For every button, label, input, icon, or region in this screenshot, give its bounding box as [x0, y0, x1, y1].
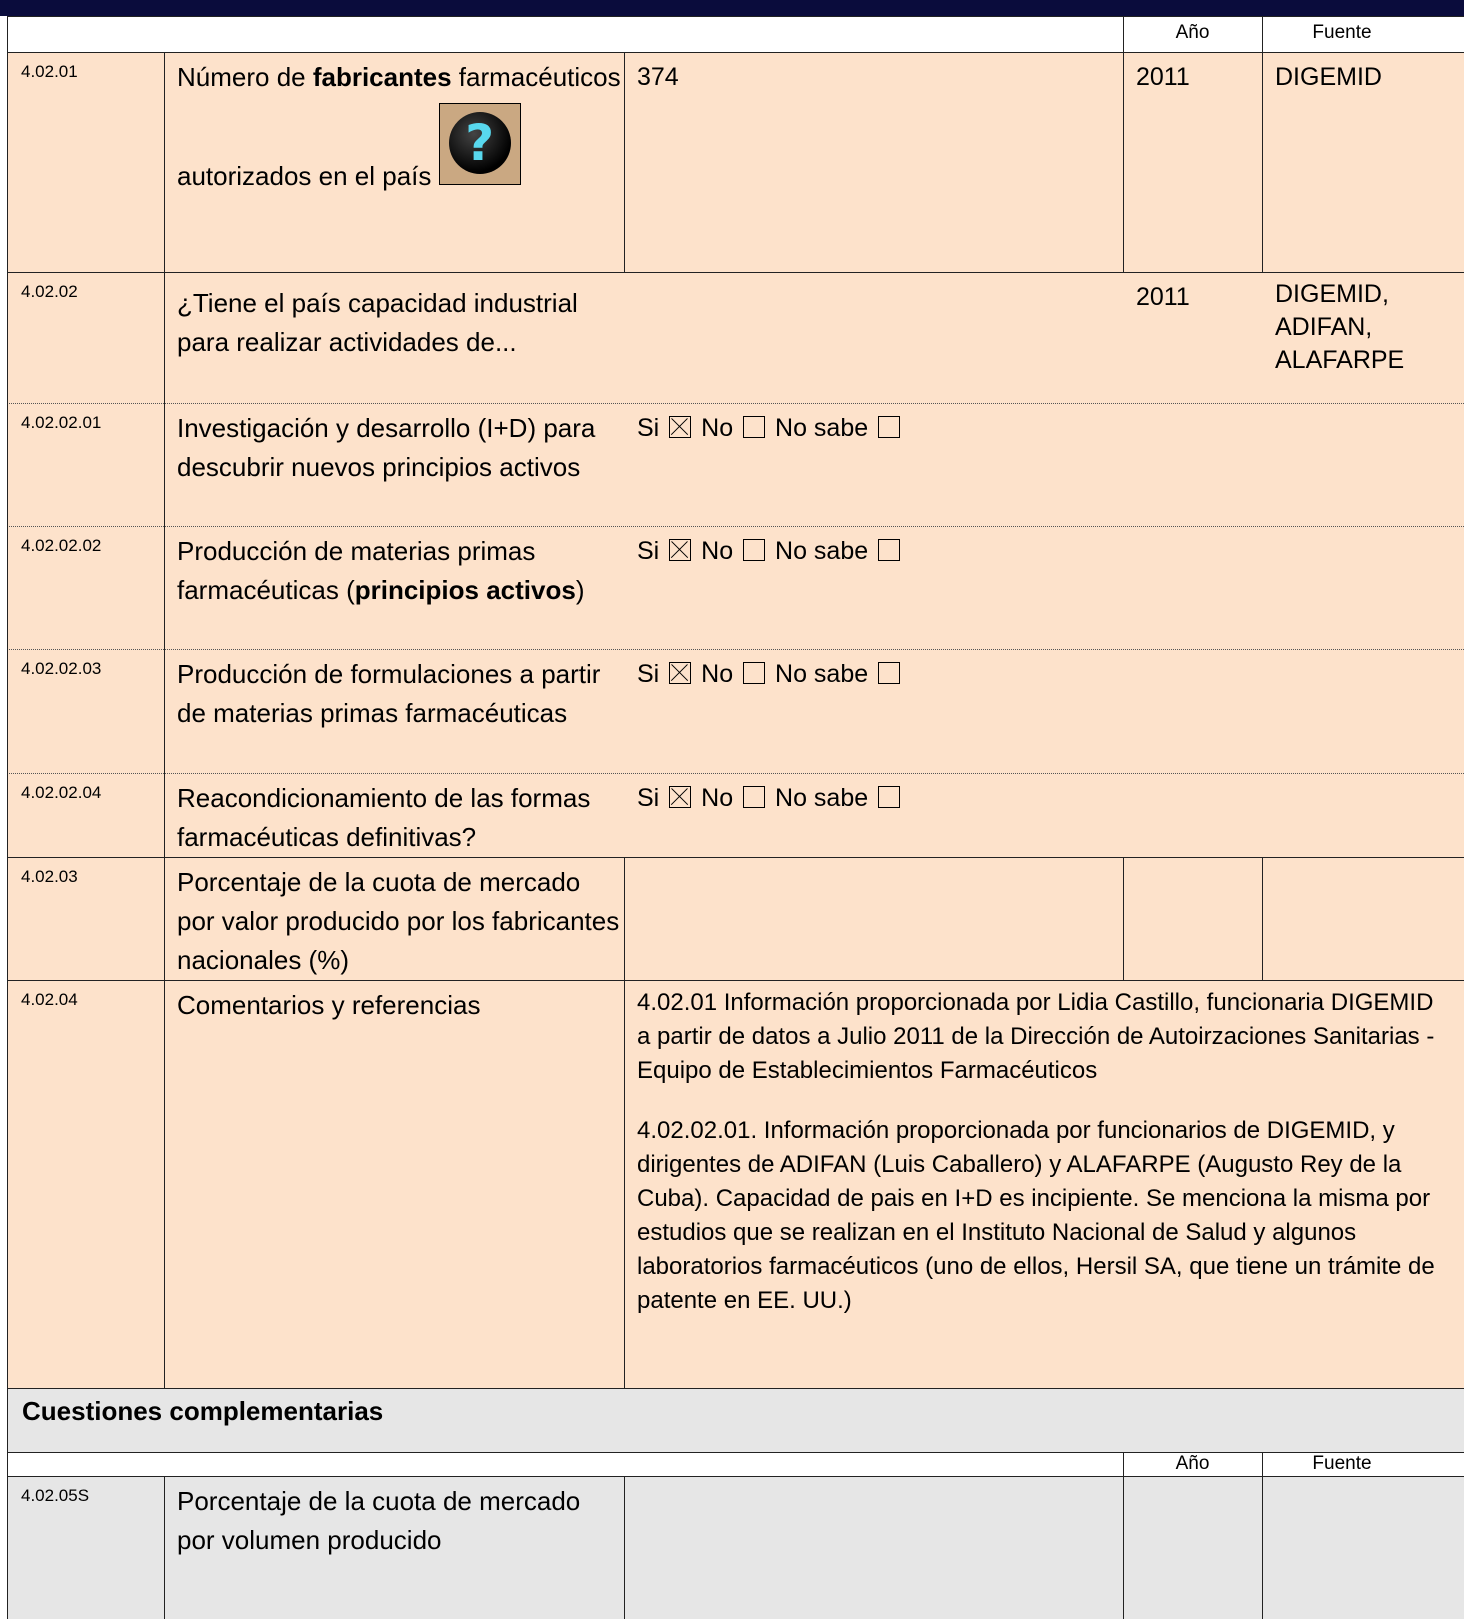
question-text: Porcentaje de la cuota de mercado por valor producido por los fabricantes nacionales (%)	[177, 867, 620, 975]
yes-no-options: Si No No sabe	[624, 403, 1123, 447]
no-checkbox[interactable]	[743, 416, 765, 438]
row-code: 4.02.05S	[21, 1486, 90, 1505]
references-text	[624, 980, 1464, 1344]
yes-no-options: Si No No sabe	[624, 773, 1123, 817]
section-title: Cuestiones complementarias	[22, 1396, 384, 1426]
unknown-checkbox[interactable]	[878, 539, 900, 561]
yes-checkbox[interactable]	[669, 539, 691, 561]
question-text: Porcentaje de la cuota de mercado por volumen producido	[177, 1486, 581, 1555]
reference-paragraph: 4.02.02.01. Información proporcionada por funcionarios de DIGEMID, y dirigentes de ADIFAN (Luis Caballero) y ALAFARPE (Augusto Rey de la Cuba). Capacidad de pais en I+D es incipiente. Se menciona la misma por estudios que se realizan en el Instituto Nacional de Salud y algunos laboratorios farmacéuticos (uno de ellos, Hersil SA, que tiene un trámite de patente en EE. UU.)	[637, 1117, 1435, 1314]
question-text: Comentarios y referencias	[177, 990, 481, 1020]
source-column-header: Fuente	[1312, 1453, 1372, 1474]
source-value: DIGEMID, ADIFAN, ALAFARPE	[1275, 280, 1405, 374]
question-text: Producción de formulaciones a partir de materias primas farmacéuticas	[177, 659, 601, 728]
question-mark-icon: ?	[449, 112, 511, 174]
year-value: 2011	[1136, 63, 1190, 91]
year-column-header: Año	[1175, 22, 1210, 43]
answer-value[interactable]: 374	[637, 63, 679, 91]
row-code: 4.02.01	[21, 62, 78, 81]
row-code: 4.02.02	[21, 282, 78, 301]
yes-checkbox[interactable]	[669, 662, 691, 684]
source-column-header: Fuente	[1312, 22, 1372, 43]
question-text: Investigación y desarrollo (I+D) para descubrir nuevos principios activos	[177, 413, 596, 482]
no-checkbox[interactable]	[743, 786, 765, 808]
no-checkbox[interactable]	[743, 539, 765, 561]
row-code: 4.02.02.01	[21, 413, 102, 432]
row-code: 4.02.02.04	[21, 783, 102, 802]
question-text: Reacondicionamiento de las formas farmacéuticas definitivas?	[177, 783, 591, 852]
year-value: 2011	[1136, 283, 1190, 311]
yes-no-options: Si No No sabe	[624, 649, 1123, 693]
reference-paragraph: 4.02.01 Información proporcionada por Lidia Castillo, funcionaria DIGEMID a partir de datos a Julio 2011 de la Dirección de Autoirzaciones Sanitarias - Equipo de Establecimientos Farmacéuticos	[637, 989, 1435, 1084]
yes-no-options: Si No No sabe	[624, 526, 1123, 570]
yes-checkbox[interactable]	[669, 416, 691, 438]
row-code: 4.02.02.03	[21, 659, 102, 678]
unknown-checkbox[interactable]	[878, 416, 900, 438]
question-text: ¿Tiene el país capacidad industrial para realizar actividades de...	[177, 288, 578, 357]
questionnaire-table	[7, 16, 1464, 1619]
yes-checkbox[interactable]	[669, 786, 691, 808]
unknown-checkbox[interactable]	[878, 662, 900, 684]
row-code: 4.02.03	[21, 867, 78, 886]
unknown-checkbox[interactable]	[878, 786, 900, 808]
row-code: 4.02.04	[21, 990, 78, 1009]
year-column-header: Año	[1175, 1453, 1210, 1474]
source-value: DIGEMID	[1275, 63, 1382, 91]
row-code: 4.02.02.02	[21, 536, 102, 555]
top-bar	[0, 0, 1464, 16]
help-button[interactable]	[439, 103, 521, 185]
question-text: Número de fabricantes farmacéuticos autorizados en el país ?	[177, 62, 621, 191]
question-text: Producción de materias primas farmacéuticas (principios activos)	[177, 536, 585, 605]
no-checkbox[interactable]	[743, 662, 765, 684]
